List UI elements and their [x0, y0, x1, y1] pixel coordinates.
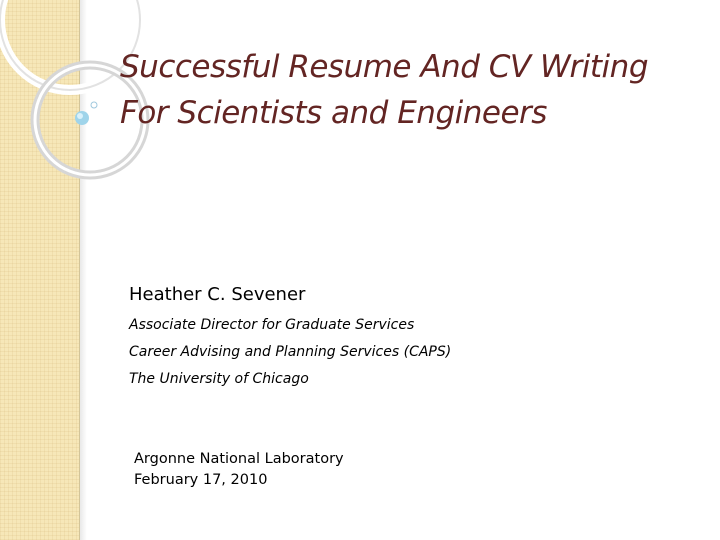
slide-title-line-1: Successful Resume And CV Writing — [120, 49, 648, 85]
presenter-institution: The University of Chicago — [129, 371, 309, 387]
slide-title — [120, 44, 700, 136]
venue-date: February 17, 2010 — [134, 472, 268, 488]
presenter-name: Heather C. Sevener — [129, 284, 306, 305]
ornament-blue-dot-shine — [77, 113, 83, 119]
presenter-role: Associate Director for Graduate Services — [129, 317, 415, 333]
venue-block — [134, 449, 344, 491]
presenter-block — [129, 282, 669, 393]
presenter-department: Career Advising and Planning Services (CAPS) — [129, 344, 452, 360]
venue-location: Argonne National Laboratory — [134, 451, 344, 467]
ornament-small-ring — [91, 102, 97, 108]
slide-title-line-2: For Scientists and Engineers — [120, 95, 547, 131]
